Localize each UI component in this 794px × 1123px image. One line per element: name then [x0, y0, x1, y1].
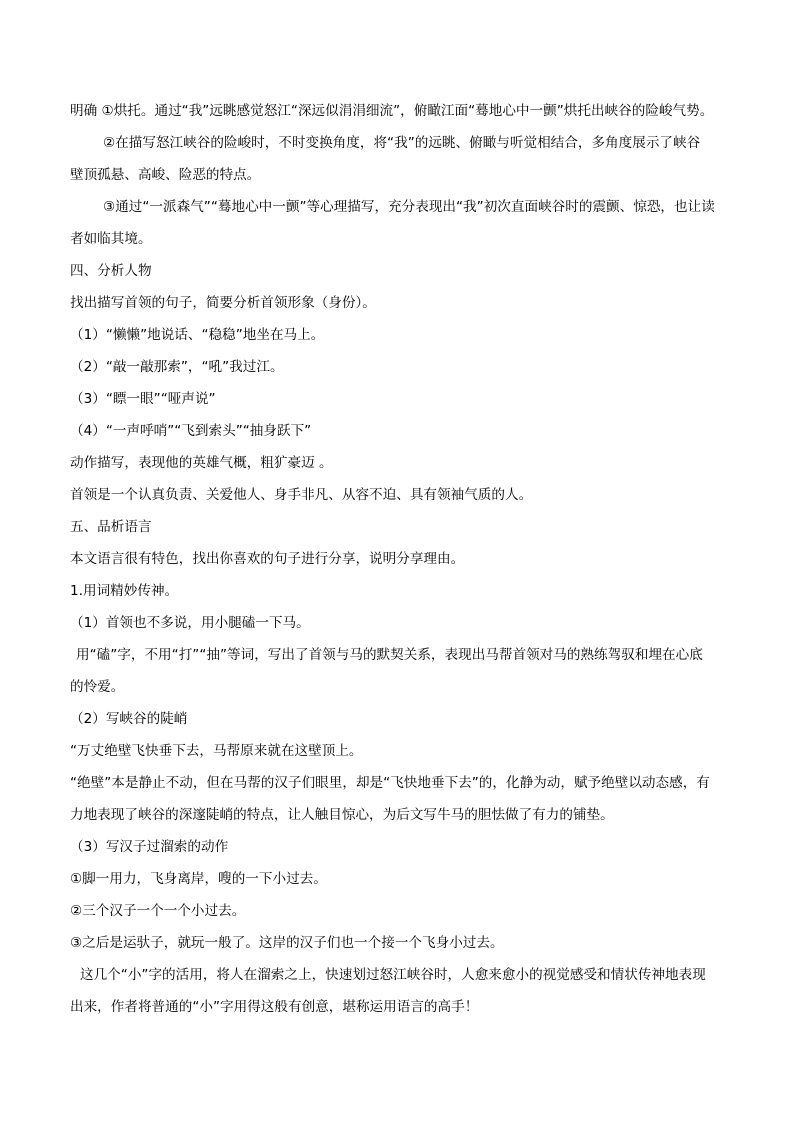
text-line: ②在描写怒江峡谷的险峻时，不时变换角度，将“我”的远眺、俯瞰与听觉相结合，多角度展示了峡谷 — [103, 135, 701, 151]
text-line: ③通过“一派森气”“蓦地心中一颤”等心理描写，充分表现出“我”初次直面峡谷时的震颤、惊恐，也让读 — [103, 199, 715, 215]
list-item: ③之后是运驮子，就玩一般了。这岸的汉子们也一个接一个飞身小过去。 — [70, 935, 504, 951]
section-heading: 四、分析人物 — [70, 263, 152, 279]
text-line: 出来，作者将普通的“小”字用得这般有创意，堪称运用语言的高手！ — [70, 999, 479, 1015]
list-item: （3）写汉子过溜索的动作 — [70, 839, 229, 855]
list-item: ②三个汉子一个一个小过去。 — [70, 903, 246, 919]
list-item: （2）“敲一敲那索”，“吼”我过江。 — [70, 359, 284, 375]
text-line: 的怜爱。 — [70, 679, 125, 695]
text-line: 明确 ①烘托。通过“我”远眺感觉怒江“深远似涓涓细流”，俯瞰江面“蓦地心中一颤”烘托出峡谷的险峻气势。 — [70, 103, 714, 119]
list-item: ①脚一用力，飞身离岸，嗖的一下小过去。 — [70, 871, 327, 887]
text-line: 用“磕”字，不用“打”“抽”等词，写出了首领与马的默契关系，表现出马帮首领对马的熟练驾驭和埋在心底 — [76, 647, 703, 663]
sub-heading: 1.用词精妙传神。 — [70, 583, 179, 599]
text-line: 壁顶孤悬、高峻、险恶的特点。 — [70, 167, 261, 183]
text-line: “绝壁”本是静止不动，但在马帮的汉子们眼里，却是“飞快地垂下去”的，化静为动，赋予绝壁以动态感，有 — [70, 775, 710, 791]
list-item: （1）“懒懒”地说话、“稳稳”地坐在马上。 — [70, 327, 325, 343]
list-item: （3）“瞟一眼”“哑声说” — [70, 391, 216, 407]
list-item: （4）“一声呼哨”“飞到索头”“抽身跃下” — [70, 423, 312, 439]
text-line: 找出描写首领的句子，简要分析首领形象（身份）。 — [70, 295, 376, 311]
text-line: 者如临其境。 — [70, 231, 152, 247]
text-line: 动作描写，表现他的英雄气概，粗犷豪迈 。 — [70, 455, 333, 471]
list-item: （1）首领也不多说，用小腿磕一下马。 — [70, 615, 310, 631]
text-line: 力地表现了峡谷的深邃陡峭的特点，让人触目惊心，为后文写牛马的胆怯做了有力的铺垫。 — [70, 807, 614, 823]
list-item: （2）写峡谷的陡峭 — [70, 711, 188, 727]
text-line: 首领是一个认真负责、关爱他人、身手非凡、从容不迫、具有领袖气质的人。 — [70, 487, 533, 503]
section-heading: 五、品析语言 — [70, 519, 152, 535]
text-line: 本文语言很有特色，找出你喜欢的句子进行分享，说明分享理由。 — [70, 551, 465, 567]
text-line: “万丈绝壁飞快垂下去，马帮原来就在这壁顶上。 — [70, 743, 363, 759]
text-line: 这几个“小”字的活用，将人在溜索之上，快速划过怒江峡谷时，人愈来愈小的视觉感受和情状传神地表现 — [80, 967, 706, 983]
